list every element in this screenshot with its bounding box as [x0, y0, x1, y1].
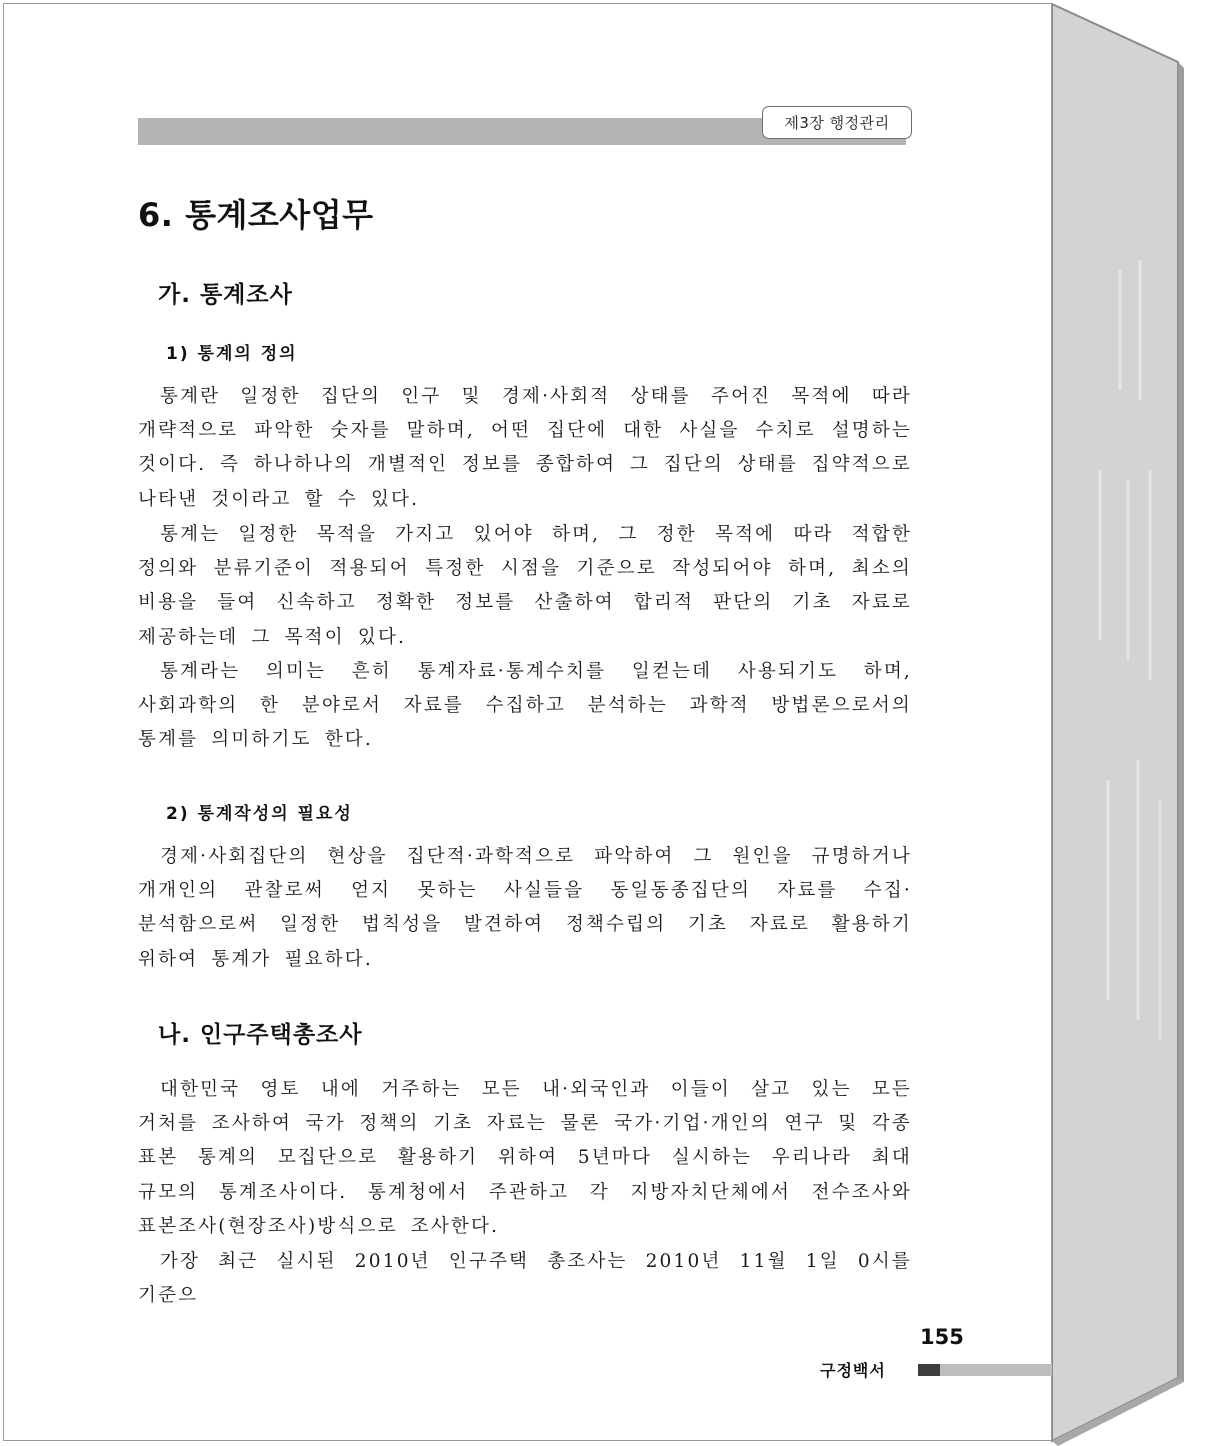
paragraph: 경제·사회집단의 현상을 집단적·과학적으로 파악하여 그 원인을 규명하거나 개개인의 관찰로써 얻지 못하는 사실들을 동일동종집단의 자료를 수집·분석함으로써 일정한 법칙성을 발견하여 정책수립의 기초 자료로 활용하기 위하여 통계가 필요하다. [138, 846, 912, 970]
item-title-2: 2) 통계작성의 필요성 [166, 804, 353, 824]
paragraph: 통계란 일정한 집단의 인구 및 경제·사회적 상태를 주어진 목적에 따라 개략적으로 파악한 숫자를 말하며, 어떤 집단에 대한 사실을 수치로 설명하는 것이다. 즉 하나하나의 개별적인 정보를 종합하여 그 집단의 상태를 집약적으로 나타낸 것이라고 할 수 있다. [138, 386, 912, 510]
paragraph: 가장 최근 실시된 2010년 인구주택 총조사는 2010년 11월 1일 0시를 기준으 [138, 1251, 912, 1307]
section-title: 6. 통계조사업무 [138, 196, 374, 234]
chapter-tag: 제3장 행정관리 [762, 106, 912, 139]
footer-marker [918, 1364, 940, 1376]
paragraph: 통계라는 의미는 흔히 통계자료·통계수치를 일컫는데 사용되기도 하며, 사회과학의 한 분야로서 자료를 수집하고 분석하는 과학적 방법론으로서의 통계를 의미하기도 한다. [138, 661, 912, 751]
footer-bar [940, 1364, 1052, 1376]
paragraph: 대한민국 영토 내에 거주하는 모든 내·외국인과 이들이 살고 있는 모든 거처를 조사하여 국가 정책의 기초 자료는 물론 국가·기업·개인의 연구 및 각종 표본 통계의 모집단으로 활용하기 위하여 5년마다 실시하는 우리나라 최대 규모의 통계조사이다. 통계청에서 주관하고 각 지방자치단체에서 전수조사와 표본조사(현장조사)방식으로 조사한다. [138, 1079, 912, 1237]
book-name: 구정백서 [820, 1361, 886, 1380]
paragraph: 통계는 일정한 목적을 가지고 있어야 하며, 그 정한 목적에 따라 적합한 정의와 분류기준이 적용되어 특정한 시점을 기준으로 작성되어야 하며, 최소의 비용을 들여 신속하고 정확한 정보를 산출하여 합리적 판단의 기초 자료로 제공하는데 그 목적이 있다. [138, 524, 912, 648]
item-title-1: 1) 통계의 정의 [166, 344, 298, 364]
page-number: 155 [920, 1325, 964, 1349]
subsection-title-ga: 가. 통계조사 [158, 282, 293, 308]
subsection-title-na: 나. 인구주택총조사 [158, 1022, 363, 1048]
